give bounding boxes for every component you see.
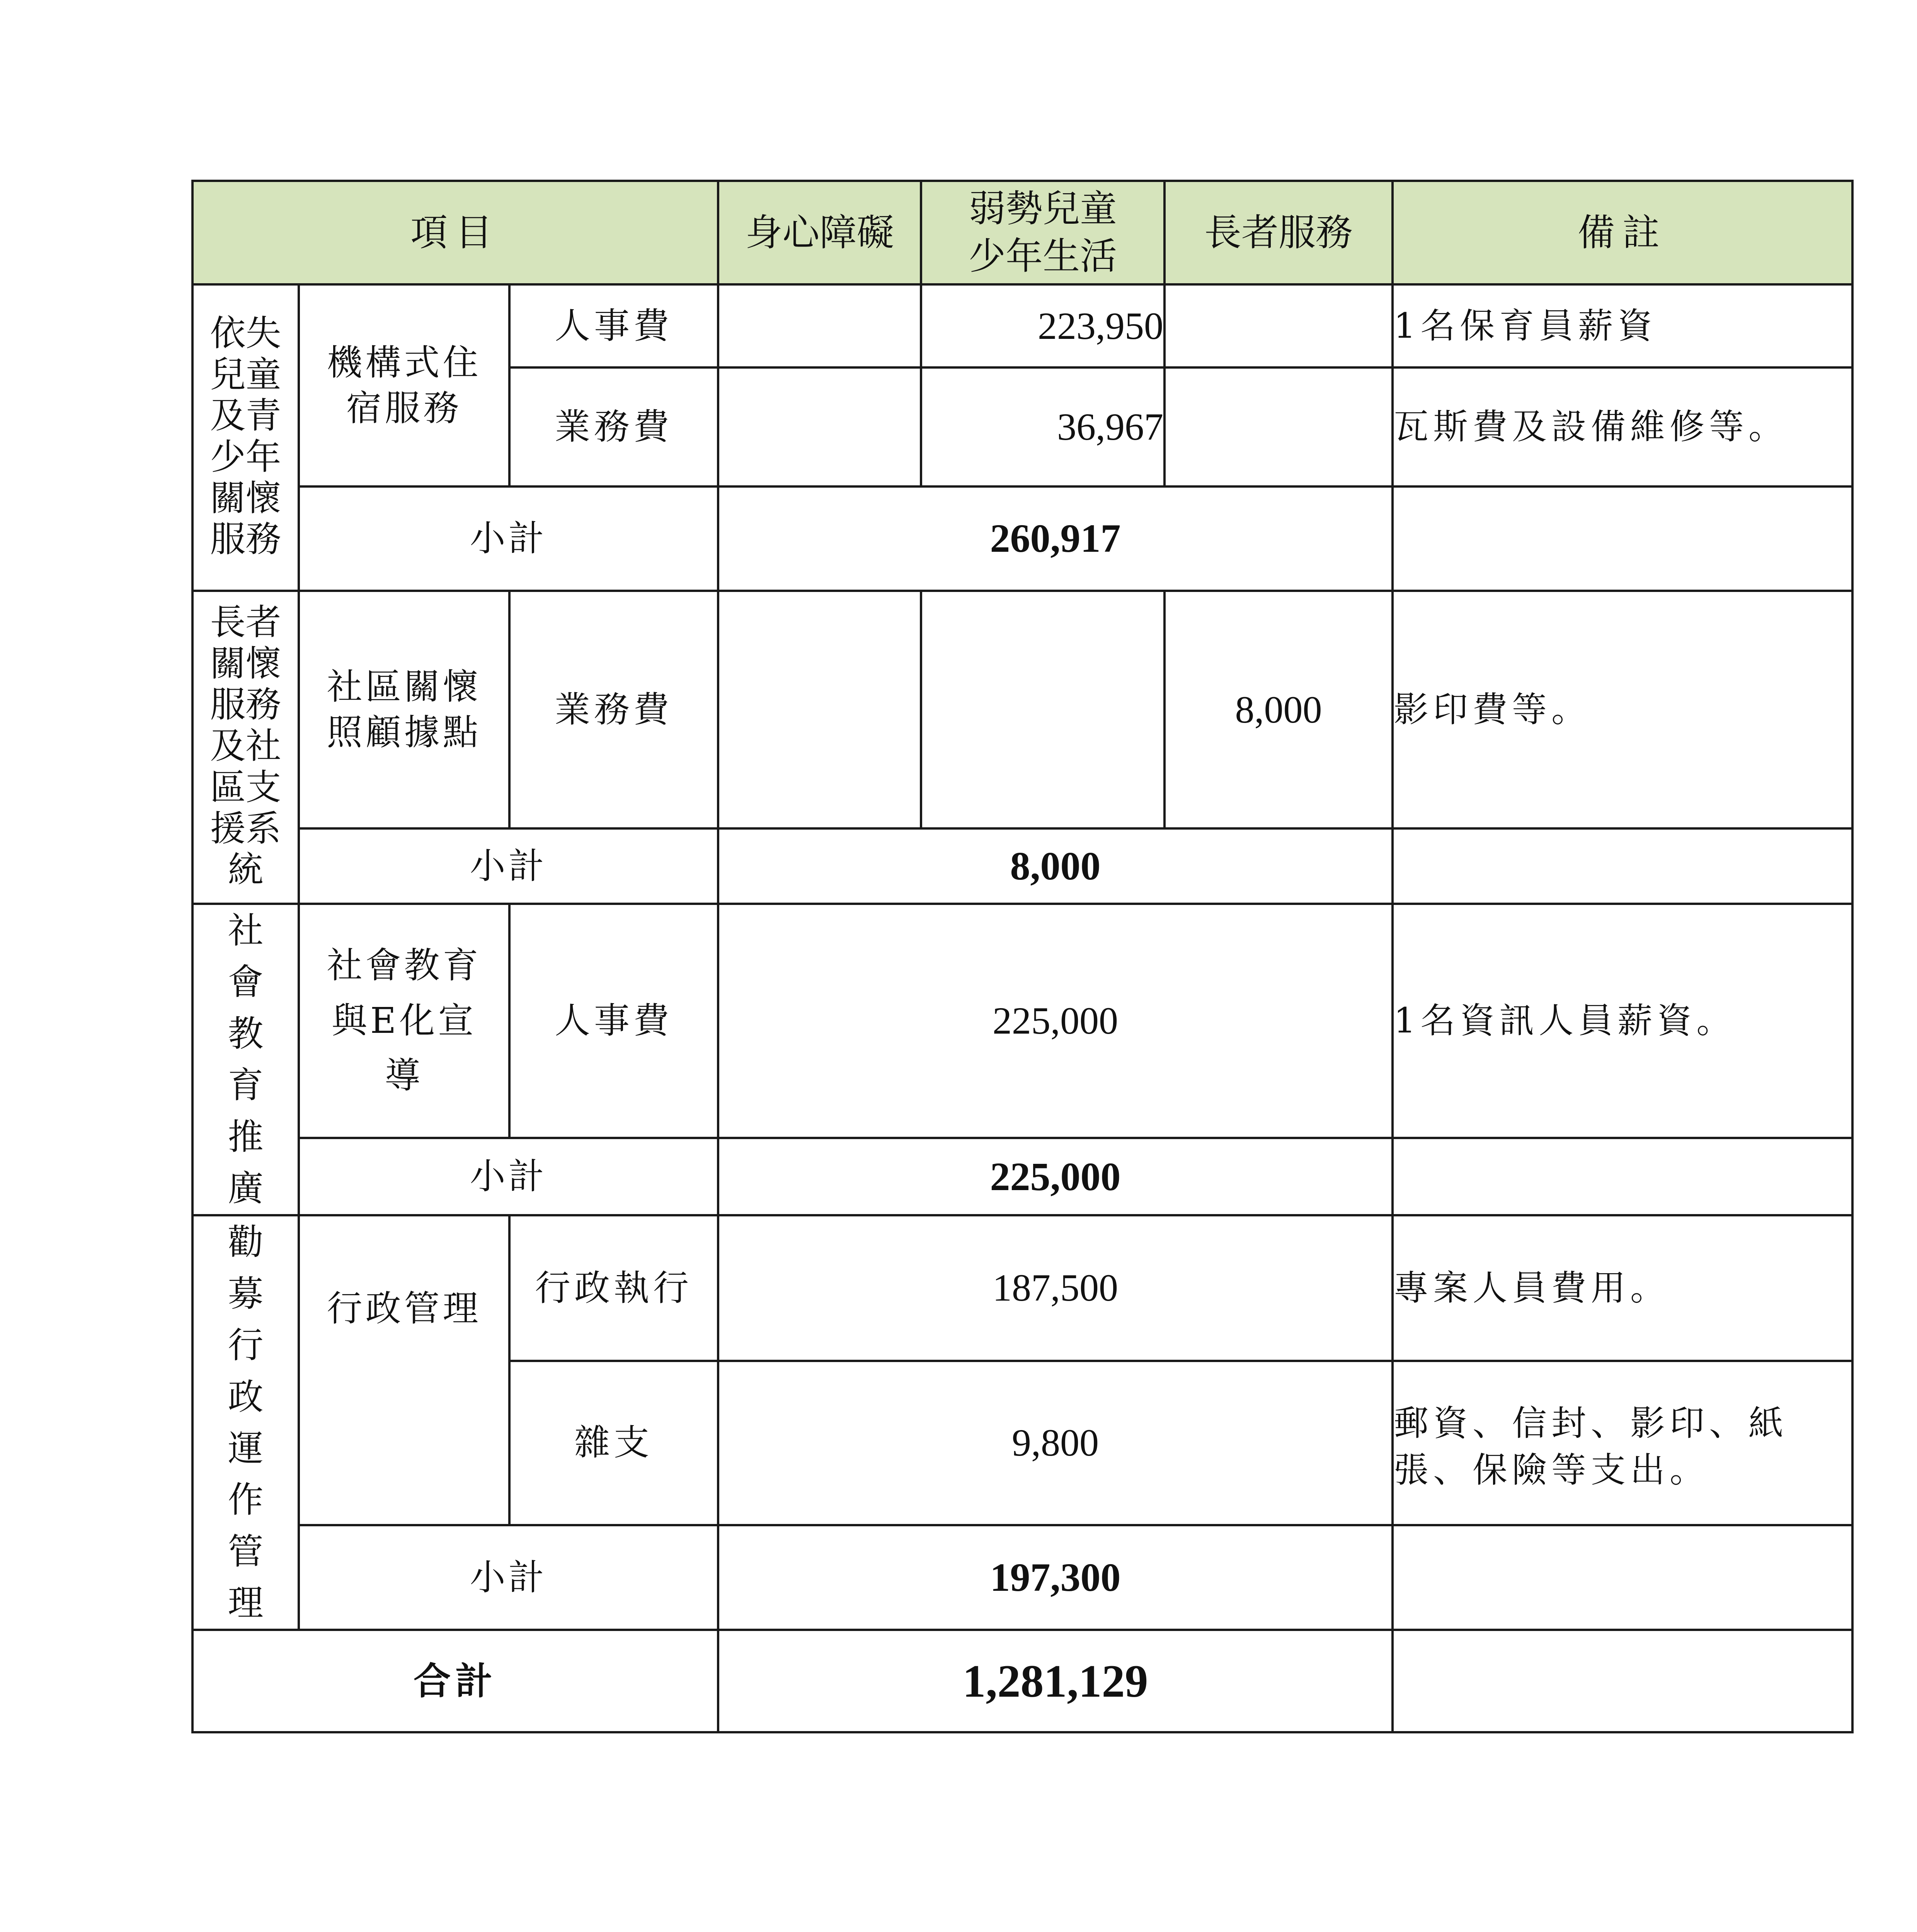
note-cell: 影印費等。 bbox=[1393, 591, 1852, 828]
subtotal-row bbox=[192, 1138, 1852, 1215]
fee-type: 行政執行 bbox=[509, 1215, 718, 1361]
note-cell bbox=[1393, 828, 1852, 904]
amount-cell: 9,800 bbox=[718, 1361, 1393, 1525]
table-row bbox=[192, 1215, 1852, 1361]
note-cell bbox=[1393, 1525, 1852, 1630]
elder-amount bbox=[1165, 367, 1393, 486]
category-cell bbox=[192, 284, 299, 591]
header-item: 項目 bbox=[192, 181, 718, 284]
table-row bbox=[192, 904, 1852, 1138]
subtotal-row bbox=[192, 1525, 1852, 1630]
elder-amount: 8,000 bbox=[1165, 591, 1393, 828]
fee-type: 業務費 bbox=[509, 367, 718, 486]
subtotal-label: 小計 bbox=[299, 1138, 718, 1215]
category-label: 依失兒童及青少年關懷服務 bbox=[210, 312, 281, 560]
category-cell bbox=[192, 904, 299, 1215]
header-disadvantaged-children-label: 弱勢兒童少年生活 bbox=[969, 187, 1117, 278]
subcategory-cell bbox=[299, 904, 509, 1138]
subcategory-label: 機構式住宿服務 bbox=[327, 342, 482, 429]
subcategory-label: 社會教育與E化宣導 bbox=[327, 945, 482, 1097]
table-row bbox=[192, 591, 1852, 828]
subtotal-label: 小計 bbox=[299, 828, 718, 904]
subtotal-row bbox=[192, 828, 1852, 904]
disability-amount bbox=[718, 591, 921, 828]
subtotal-value: 197,300 bbox=[718, 1525, 1393, 1630]
subtotal-value: 8,000 bbox=[718, 828, 1393, 904]
subcategory-label: 社區關懷照顧據點 bbox=[327, 666, 482, 753]
category-label: 社會教育推廣 bbox=[228, 910, 264, 1209]
amount-cell: 223,950 bbox=[921, 284, 1165, 367]
total-label: 合計 bbox=[192, 1630, 718, 1732]
category-cell bbox=[192, 1215, 299, 1630]
header-elder-services: 長者服務 bbox=[1165, 181, 1393, 284]
children-amount bbox=[921, 591, 1165, 828]
amount-cell: 225,000 bbox=[718, 904, 1393, 1138]
subtotal-value: 225,000 bbox=[718, 1138, 1393, 1215]
total-value: 1,281,129 bbox=[718, 1630, 1393, 1732]
note-cell: 瓦斯費及設備維修等。 bbox=[1393, 367, 1852, 486]
note-cell: 郵資、信封、影印、紙張、保險等支出。 bbox=[1393, 1361, 1852, 1525]
disability-amount bbox=[718, 284, 921, 367]
subtotal-label: 小計 bbox=[299, 486, 718, 591]
subcategory-cell bbox=[299, 284, 509, 486]
note-cell: 1名保育員薪資 bbox=[1393, 284, 1852, 367]
note-cell bbox=[1393, 1138, 1852, 1215]
subtotal-row bbox=[192, 486, 1852, 591]
category-label: 長者關懷服務及社區支援系統 bbox=[210, 601, 281, 891]
fee-type: 人事費 bbox=[509, 284, 718, 367]
subtotal-label: 小計 bbox=[299, 1525, 718, 1630]
header-disability: 身心障礙 bbox=[718, 181, 921, 284]
category-cell bbox=[192, 591, 299, 904]
fee-type: 雜支 bbox=[509, 1361, 718, 1525]
header-row bbox=[192, 181, 1852, 284]
disability-amount bbox=[718, 367, 921, 486]
note-cell: 1名資訊人員薪資。 bbox=[1393, 904, 1852, 1138]
budget-table bbox=[191, 180, 1854, 1733]
table-row bbox=[192, 284, 1852, 367]
amount-cell: 187,500 bbox=[718, 1215, 1393, 1361]
elder-amount bbox=[1165, 284, 1393, 367]
header-disadvantaged-children bbox=[921, 181, 1165, 284]
header-remarks: 備註 bbox=[1393, 181, 1852, 284]
note-cell: 專案人員費用。 bbox=[1393, 1215, 1852, 1361]
subcategory-cell bbox=[299, 1215, 509, 1525]
subcategory-label: 行政管理 bbox=[327, 1288, 482, 1330]
fee-type: 業務費 bbox=[509, 591, 718, 828]
amount-cell: 36,967 bbox=[921, 367, 1165, 486]
fee-type: 人事費 bbox=[509, 904, 718, 1138]
subtotal-value: 260,917 bbox=[718, 486, 1393, 591]
total-row bbox=[192, 1630, 1852, 1732]
note-cell bbox=[1393, 486, 1852, 591]
subcategory-cell bbox=[299, 591, 509, 828]
note-cell bbox=[1393, 1630, 1852, 1732]
category-label: 勸募行政運作管理 bbox=[228, 1221, 264, 1624]
